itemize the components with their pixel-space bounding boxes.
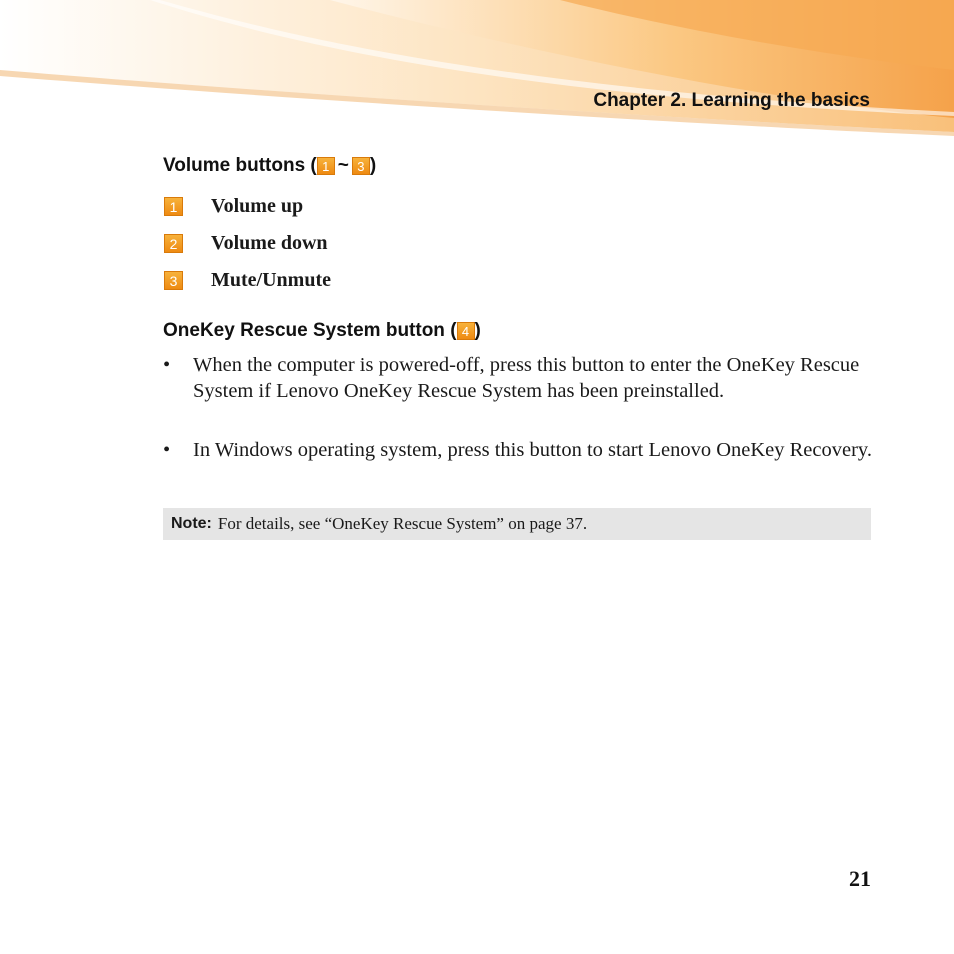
item-label: Volume down (211, 232, 328, 254)
note-label: Note: (171, 515, 212, 532)
note-box (163, 508, 871, 540)
number-badge: 2 (164, 234, 183, 253)
list-item (164, 232, 328, 255)
volume-heading-text: Volume buttons ( (163, 155, 317, 176)
volume-buttons-heading (163, 155, 376, 177)
close-paren: ) (474, 320, 481, 341)
bullet-dot: • (163, 354, 171, 376)
bullet-item (163, 437, 873, 463)
tilde-separator: ~ (337, 155, 349, 176)
list-item (164, 195, 303, 218)
close-paren: ) (369, 155, 377, 176)
bullet-dot: • (163, 439, 171, 461)
item-label: Mute/Unmute (211, 269, 331, 291)
header-banner (0, 0, 954, 140)
item-label: Volume up (211, 195, 304, 217)
page-number: 21 (849, 866, 871, 891)
bullet-text: When the computer is powered-off, press this button to enter the OneKey Rescue System if Lenovo OneKey Rescue System has been preinstalled. (193, 354, 860, 402)
bullet-item (163, 352, 873, 404)
number-badge-1: 1 (317, 157, 335, 175)
bullet-text: In Windows operating system, press this button to start Lenovo OneKey Recovery. (193, 439, 872, 461)
list-item (164, 269, 331, 292)
onekey-heading (163, 320, 481, 342)
onekey-heading-text: OneKey Rescue System button ( (163, 320, 457, 341)
note-text: For details, see “OneKey Rescue System” on page 37. (217, 514, 588, 533)
number-badge-3: 3 (352, 157, 370, 175)
number-badge: 3 (164, 271, 183, 290)
number-badge: 1 (164, 197, 183, 216)
chapter-title: Chapter 2. Learning the basics (593, 90, 870, 111)
number-badge-4: 4 (457, 322, 475, 340)
